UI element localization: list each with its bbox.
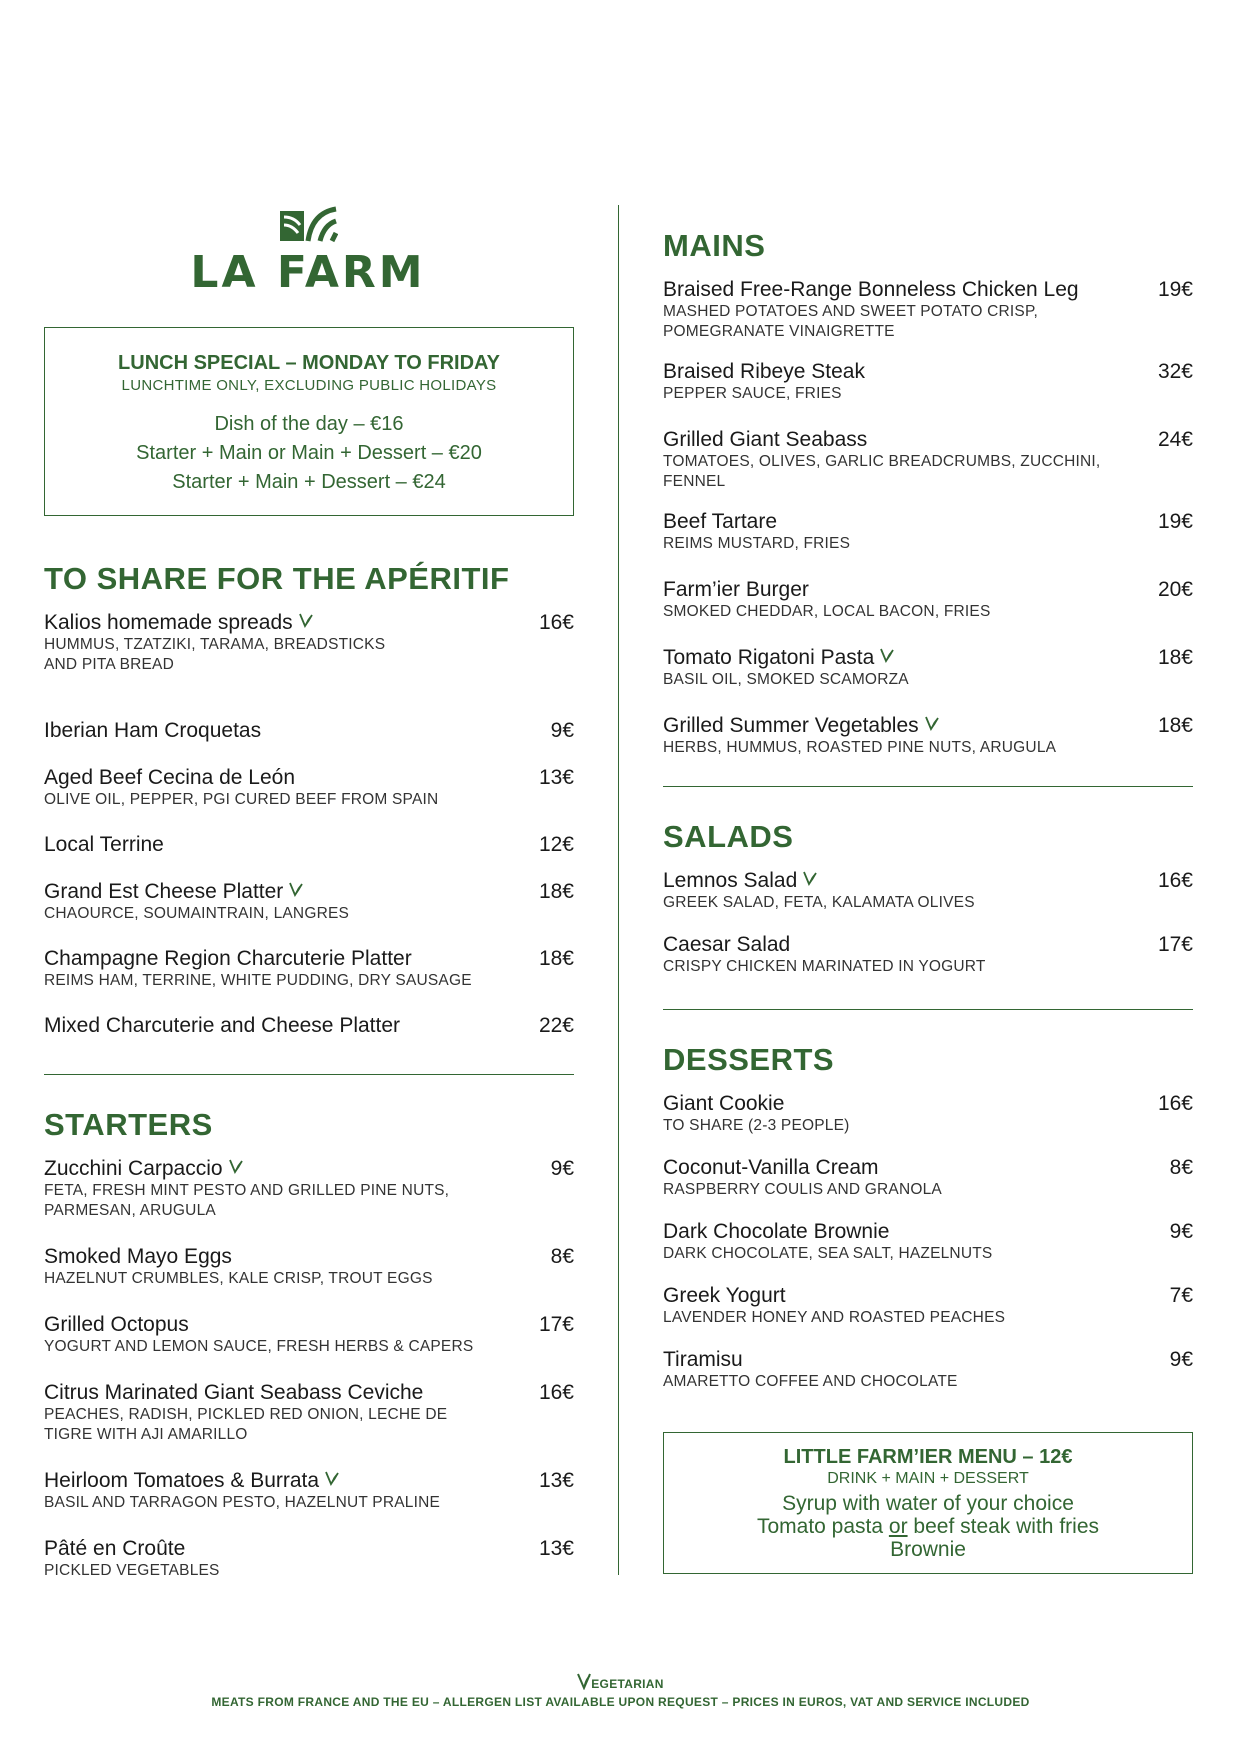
section-title: SALADS: [663, 819, 794, 854]
menu-item-price: 17€: [538, 1313, 574, 1336]
menu-list: [44, 1157, 574, 1581]
menu-item: [663, 278, 1193, 342]
menu-item-name-text: Greek Yogurt: [663, 1284, 786, 1307]
vegetarian-leaf-icon: [924, 715, 940, 731]
menu-item-price: 16€: [1157, 869, 1193, 892]
menu-item-price: 8€: [550, 1245, 574, 1268]
menu-item-name: [663, 1284, 1133, 1308]
menu-item: [663, 869, 1193, 913]
vegetarian-leaf-icon: [288, 881, 304, 897]
menu-item-name-text: Grand Est Cheese Platter: [44, 880, 284, 903]
menu-item-description: RASPBERRY COULIS AND GRANOLA: [663, 1181, 942, 1198]
kids-menu-main-a: Tomato pasta: [756, 1515, 889, 1538]
menu-item-description: CHAOURCE, SOUMAINTRAIN, LANGRES: [44, 905, 350, 922]
menu-item-name-text: Heirloom Tomatoes & Burrata: [44, 1469, 320, 1492]
menu-item-description: PARMESAN, ARUGULA: [44, 1202, 216, 1219]
menu-item-name-text: Iberian Ham Croquetas: [44, 719, 262, 742]
menu-item-name-text: Smoked Mayo Eggs: [44, 1245, 232, 1268]
menu-item-description: MASHED POTATOES AND SWEET POTATO CRISP,: [663, 303, 1038, 320]
right-column: [663, 222, 1193, 1392]
menu-item-description: HUMMUS, TZATZIKI, TARAMA, BREADSTICKS: [44, 636, 386, 653]
menu-item-name-text: Farm’ier Burger: [663, 578, 809, 601]
menu-item: [663, 933, 1193, 977]
menu-item-description: YOGURT AND LEMON SAUCE, FRESH HERBS & CAPERS: [44, 1338, 474, 1355]
vegetarian-leaf-icon: [879, 647, 895, 663]
menu-item-description: PEPPER SAUCE, FRIES: [663, 385, 842, 402]
section-desserts: [663, 1036, 1193, 1392]
menu-item-description: FETA, FRESH MINT PESTO AND GRILLED PINE NUTS,: [44, 1182, 450, 1199]
menu-item-price: 13€: [538, 766, 574, 789]
menu-item-name-text: Dark Chocolate Brownie: [663, 1220, 890, 1243]
vegetarian-leaf-icon: [228, 1158, 244, 1174]
menu-item-name-text: Kalios homemade spreads: [44, 611, 293, 634]
menu-item-price: 18€: [1157, 714, 1193, 737]
menu-item-name: [663, 1156, 1133, 1180]
menu-item-description: POMEGRANATE VINAIGRETTE: [663, 323, 895, 340]
menu-item-name: [44, 880, 514, 904]
menu-list: [44, 611, 574, 1038]
menu-item: [44, 947, 574, 991]
section-title: TO SHARE FOR THE APÉRITIF: [44, 561, 510, 596]
menu-item: [44, 1014, 574, 1038]
menu-item: [44, 833, 574, 857]
kids-menu-box: [663, 1432, 1193, 1574]
menu-item: [663, 646, 1193, 690]
menu-item: [663, 1348, 1193, 1392]
menu-item: [44, 719, 574, 743]
kids-menu-drink: Syrup with water of your choice: [782, 1492, 1074, 1515]
menu-item-name-text: Zucchini Carpaccio: [44, 1157, 223, 1180]
menu-item-price: 13€: [538, 1469, 574, 1492]
menu-item-name: [44, 1537, 514, 1561]
column-divider: [618, 205, 619, 1575]
footer-note: MEATS FROM FRANCE AND THE EU – ALLERGEN LIST AVAILABLE UPON REQUEST – PRICES IN EUROS, VAT AND SERVICE INCLUDED: [211, 1695, 1030, 1709]
menu-item-description: PEACHES, RADISH, PICKLED RED ONION, LECHE DE: [44, 1406, 448, 1423]
menu-item-description: TO SHARE (2-3 PEOPLE): [663, 1117, 850, 1134]
menu-item: [663, 714, 1193, 758]
lunch-special-subtitle: LUNCHTIME ONLY, EXCLUDING PUBLIC HOLIDAYS: [121, 377, 497, 394]
menu-item-name: [663, 578, 1133, 602]
menu-item-name-text: Champagne Region Charcuterie Platter: [44, 947, 412, 970]
footer: [0, 1672, 1241, 1709]
kids-menu-title: LITTLE FARM’IER MENU – 12€: [783, 1446, 1073, 1468]
menu-item-name: [663, 510, 1133, 534]
lunch-option: Dish of the day – €16: [214, 413, 404, 435]
menu-item-price: 16€: [538, 611, 574, 634]
menu-item-description: OLIVE OIL, PEPPER, PGI CURED BEEF FROM SPAIN: [44, 791, 439, 808]
menu-item-description: AND PITA BREAD: [44, 656, 174, 673]
lunch-special-box: [44, 327, 574, 516]
section-title: STARTERS: [44, 1107, 213, 1142]
section-title: DESSERTS: [663, 1042, 835, 1077]
menu-item-name: [44, 1469, 514, 1493]
menu-item-name: [663, 714, 1133, 738]
menu-item-name-text: Beef Tartare: [663, 510, 778, 533]
menu-item-name-text: Braised Free-Range Bonneless Chicken Leg: [663, 278, 1079, 301]
menu-item-name: [44, 1245, 514, 1269]
menu-item-price: 9€: [550, 1157, 574, 1180]
lunch-option: Starter + Main or Main + Dessert – €20: [136, 442, 482, 464]
menu-list: [663, 278, 1193, 758]
menu-item-price: 9€: [1169, 1348, 1193, 1371]
menu-item: [663, 360, 1193, 404]
vegetarian-leaf-icon: [298, 612, 314, 628]
menu-item: [663, 428, 1193, 492]
vegetarian-legend: [0, 1672, 1241, 1691]
menu-item-name: [44, 719, 514, 743]
menu-item: [44, 1469, 574, 1513]
menu-item-price: 18€: [1157, 646, 1193, 669]
menu-item-description: REIMS MUSTARD, FRIES: [663, 535, 851, 552]
menu-item: [663, 1284, 1193, 1328]
menu-item-name: [663, 1348, 1133, 1372]
section-title: MAINS: [663, 228, 766, 263]
menu-item-description: GREEK SALAD, FETA, KALAMATA OLIVES: [663, 894, 975, 911]
kids-menu-subtitle: DRINK + MAIN + DESSERT: [827, 1470, 1029, 1487]
vegetarian-leaf-icon: [577, 1672, 591, 1690]
menu-item-description: FENNEL: [663, 473, 726, 490]
lunch-option: Starter + Main + Dessert – €24: [172, 471, 446, 493]
menu-item-name: [663, 278, 1133, 302]
menu-item-name: [44, 947, 514, 971]
menu-item-price: 13€: [538, 1537, 574, 1560]
menu-item-name-text: Grilled Giant Seabass: [663, 428, 868, 451]
menu-item-name-text: Tomato Rigatoni Pasta: [663, 646, 875, 669]
menu-item-price: 7€: [1169, 1284, 1193, 1307]
menu-item-name: [663, 933, 1133, 957]
kids-menu-dessert: Brownie: [890, 1538, 966, 1561]
menu-item-name: [663, 428, 1133, 452]
menu-item-name: [663, 869, 1133, 893]
vegetarian-leaf-icon: [802, 870, 818, 886]
section-mains: [663, 222, 1193, 758]
menu-item-price: 9€: [1169, 1220, 1193, 1243]
menu-item-name-text: Grilled Octopus: [44, 1313, 189, 1336]
menu-item-price: 12€: [538, 833, 574, 856]
menu-item-price: 20€: [1157, 578, 1193, 601]
menu-item-price: 8€: [1169, 1156, 1193, 1179]
menu-item-name-text: Local Terrine: [44, 833, 164, 856]
menu-item-description: SMOKED CHEDDAR, LOCAL BACON, FRIES: [663, 603, 991, 620]
menu-item: [663, 510, 1193, 554]
menu-item: [44, 1381, 574, 1445]
menu-item-price: 24€: [1157, 428, 1193, 451]
left-column: [44, 555, 574, 1581]
menu-item: [44, 766, 574, 810]
menu-item: [44, 880, 574, 924]
menu-item-name: [663, 360, 1133, 384]
menu-item-price: 22€: [538, 1014, 574, 1037]
menu-item-name-text: Aged Beef Cecina de León: [44, 766, 296, 789]
menu-item-description: PICKLED VEGETABLES: [44, 1562, 220, 1579]
menu-item: [44, 611, 574, 675]
menu-item-name-text: Caesar Salad: [663, 933, 791, 956]
menu-item-price: 32€: [1157, 360, 1193, 383]
menu-item-description: HAZELNUT CRUMBLES, KALE CRISP, TROUT EGGS: [44, 1270, 433, 1287]
menu-item-description: CRISPY CHICKEN MARINATED IN YOGURT: [663, 958, 986, 975]
menu-item-name: [44, 1157, 514, 1181]
menu-item-price: 18€: [538, 947, 574, 970]
menu-item-name-text: Giant Cookie: [663, 1092, 785, 1115]
menu-item: [44, 1157, 574, 1221]
menu-item-name-text: Braised Ribeye Steak: [663, 360, 865, 383]
menu-item-name-text: Lemnos Salad: [663, 869, 798, 892]
menu-item-price: 16€: [538, 1381, 574, 1404]
menu-item-price: 18€: [538, 880, 574, 903]
section-aperitif: [44, 555, 574, 1038]
section-starters: [44, 1101, 574, 1581]
brand-logo: [178, 203, 438, 298]
menu-item-name: [44, 1381, 514, 1405]
menu-item-name-text: Coconut-Vanilla Cream: [663, 1156, 879, 1179]
menu-item: [44, 1245, 574, 1289]
menu-item: [663, 1220, 1193, 1264]
menu-item-name-text: Grilled Summer Vegetables: [663, 714, 919, 737]
menu-item: [44, 1537, 574, 1581]
section-divider: [663, 786, 1193, 787]
menu-item-price: 17€: [1157, 933, 1193, 956]
menu-item-description: BASIL OIL, SMOKED SCAMORZA: [663, 671, 909, 688]
menu-item-name: [663, 646, 1133, 670]
menu-item-name-text: Mixed Charcuterie and Cheese Platter: [44, 1014, 401, 1037]
menu-item-name: [44, 1313, 514, 1337]
menu-item-description: HERBS, HUMMUS, ROASTED PINE NUTS, ARUGULA: [663, 739, 1057, 756]
menu-item-price: 19€: [1157, 278, 1193, 301]
menu-item-name: [44, 766, 514, 790]
kids-menu-main-b: beef steak with fries: [907, 1515, 1099, 1538]
section-divider: [663, 1009, 1193, 1010]
menu-item-description: TIGRE WITH AJI AMARILLO: [44, 1426, 248, 1443]
menu-item-description: AMARETTO COFFEE AND CHOCOLATE: [663, 1373, 958, 1390]
menu-item-description: BASIL AND TARRAGON PESTO, HAZELNUT PRALINE: [44, 1494, 441, 1511]
menu-item-name: [44, 833, 514, 857]
brand-name: LA FARM: [190, 247, 426, 298]
menu-item: [663, 578, 1193, 622]
farm-field-leaf-icon: [278, 203, 338, 243]
menu-item: [663, 1156, 1193, 1200]
menu-list: [663, 869, 1193, 977]
menu-item-name-text: Tiramisu: [663, 1348, 743, 1371]
menu-item-price: 19€: [1157, 510, 1193, 533]
menu-item-name: [44, 611, 514, 635]
menu-item-name: [663, 1092, 1133, 1116]
menu-item-name-text: Pâté en Croûte: [44, 1537, 186, 1560]
menu-item-name: [44, 1014, 514, 1038]
lunch-special-title: LUNCH SPECIAL – MONDAY TO FRIDAY: [118, 352, 500, 374]
menu-item-price: 16€: [1157, 1092, 1193, 1115]
menu-item-name: [663, 1220, 1133, 1244]
vegetarian-leaf-icon: [324, 1470, 340, 1486]
menu-list: [663, 1092, 1193, 1392]
menu-item-description: TOMATOES, OLIVES, GARLIC BREADCRUMBS, ZUCCHINI,: [663, 453, 1101, 470]
vegetarian-legend-label: EGETARIAN: [591, 1677, 664, 1691]
section-salads: [663, 813, 1193, 977]
menu-item-name-text: Citrus Marinated Giant Seabass Ceviche: [44, 1381, 424, 1404]
kids-menu-or: or: [888, 1515, 908, 1538]
section-divider: [44, 1074, 574, 1075]
menu-item: [44, 1313, 574, 1357]
menu-item-description: REIMS HAM, TERRINE, WHITE PUDDING, DRY SAUSAGE: [44, 972, 472, 989]
menu-item-description: DARK CHOCOLATE, SEA SALT, HAZELNUTS: [663, 1245, 993, 1262]
menu-item-description: LAVENDER HONEY AND ROASTED PEACHES: [663, 1309, 1006, 1326]
menu-item-price: 9€: [550, 719, 574, 742]
kids-menu-main: [664, 1515, 1192, 1538]
menu-item: [663, 1092, 1193, 1136]
lunch-options: [45, 410, 573, 497]
